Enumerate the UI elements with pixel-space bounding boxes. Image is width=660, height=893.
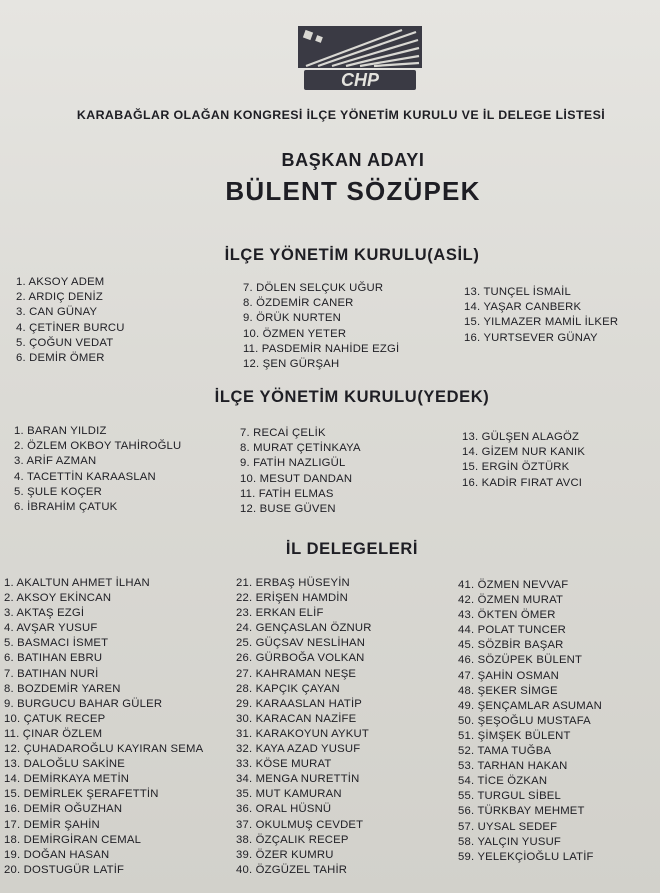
yedek-column-2 [240, 426, 361, 517]
delegate-item: 22. ERİŞEN HAMDİN [236, 592, 349, 605]
delegate-item: 12. ÇUHADAROĞLU KAYIRAN SEMA [4, 743, 204, 756]
delegate-item: 19. DOĞAN HASAN [4, 848, 110, 861]
delegate-item: 45. SÖZBİR BAŞAR [458, 639, 564, 652]
delegate-item: 29. KARAASLAN HATİP [236, 697, 363, 710]
delegate-item: 9. BURGUCU BAHAR GÜLER [4, 697, 163, 710]
delegate-item: 37. OKULMUŞ CEVDET [236, 818, 364, 831]
delegates-column-1 [4, 576, 203, 878]
asil-member: 15. YILMAZER MAMİL İLKER [464, 316, 619, 329]
delegate-item: 58. YALÇIN YUSUF [458, 835, 562, 848]
delegate-item: 13. DALOĞLU SAKİNE [4, 758, 126, 771]
asil-member: 7. DÖLEN SELÇUK UĞUR [243, 282, 384, 294]
delegate-item: 43. ÖKTEN ÖMER [458, 609, 556, 622]
asil-member: 12. ŞEN GÜRŞAH [243, 357, 340, 370]
asil-member: 11. PASDEMİR NAHİDE EZGİ [243, 342, 400, 355]
yedek-member: 7. RECAİ ÇELİK [240, 427, 326, 439]
delegate-item: 28. KAPÇIK ÇAYAN [236, 682, 340, 695]
delegate-item: 51. ŞİMŞEK BÜLENT [458, 729, 571, 742]
delegate-item: 44. POLAT TUNCER [458, 624, 567, 637]
delegate-item: 50. ŞEŞOĞLU MUSTAFA [458, 714, 591, 727]
delegate-item: 18. DEMİRGİRAN CEMAL [4, 833, 142, 846]
asil-member: 10. ÖZMEN YETER [243, 327, 347, 340]
delegate-item: 57. UYSAL SEDEF [458, 820, 558, 833]
delegate-item: 31. KARAKOYUN AYKUT [236, 727, 369, 740]
delegate-item: 26. GÜRBOĞA VOLKAN [236, 652, 365, 665]
asil-member: 8. ÖZDEMİR CANER [243, 297, 354, 310]
asil-member: 3. CAN GÜNAY [16, 306, 98, 319]
delegate-item: 20. DOSTUGÜR LATİF [4, 863, 125, 876]
delegate-item: 16. DEMİR OĞUZHAN [4, 803, 123, 816]
delegate-item: 17. DEMİR ŞAHİN [4, 818, 100, 831]
delegates-column-3 [458, 578, 602, 865]
yedek-member: 3. ARİF AZMAN [14, 455, 97, 468]
delegate-item: 7. BATIHAN NURİ [4, 667, 99, 680]
document-title: KARABAĞLAR OLAĞAN KONGRESİ İLÇE YÖNETİM KURULU VE İL DELEGE LİSTESİ [76, 108, 606, 122]
yedek-member: 5. ŞULE KOÇER [14, 485, 102, 498]
delegate-item: 23. ERKAN ELİF [236, 607, 324, 620]
asil-member: 5. ÇOĞUN VEDAT [16, 336, 114, 349]
candidate-label: BAŞKAN ADAYI [281, 150, 425, 170]
delegate-item: 24. GENÇASLAN ÖZNUR [236, 622, 372, 635]
delegate-item: 21. ERBAŞ HÜSEYİN [236, 577, 350, 589]
delegate-item: 30. KARACAN NAZİFE [236, 712, 357, 725]
delegate-item: 56. TÜRKBAY MEHMET [458, 805, 585, 818]
delegate-item: 38. ÖZÇALIK RECEP [236, 833, 349, 846]
delegate-item: 10. ÇATUK RECEP [4, 712, 106, 725]
delegate-item: 5. BASMACI İSMET [4, 637, 109, 650]
delegate-item: 53. TARHAN HAKAN [458, 760, 568, 773]
chp-logo [298, 26, 422, 92]
chp-logo-graphic [298, 26, 422, 92]
yedek-member: 15. ERGİN ÖZTÜRK [462, 461, 570, 474]
delegate-item: 41. ÖZMEN NEVVAF [458, 579, 569, 591]
asil-member: 2. ARDIÇ DENİZ [16, 291, 103, 304]
yedek-member: 12. BUSE GÜVEN [240, 502, 336, 515]
delegate-item: 3. AKTAŞ EZGİ [4, 607, 85, 620]
delegate-item: 6. BATIHAN EBRU [4, 652, 103, 665]
yedek-member: 6. İBRAHİM ÇATUK [14, 500, 118, 513]
delegate-item: 33. KÖSE MURAT [236, 758, 332, 771]
section-title-delegates: İL DELEGELERİ [285, 540, 419, 558]
delegate-item: 27. KAHRAMAN NEŞE [236, 667, 357, 680]
delegate-item: 54. TİCE ÖZKAN [458, 775, 548, 788]
delegate-item: 55. TURGUL SİBEL [458, 790, 562, 803]
delegate-item: 35. MUT KAMURAN [236, 788, 342, 801]
delegate-item: 40. ÖZGÜZEL TAHİR [236, 863, 348, 876]
yedek-column-1 [14, 424, 181, 515]
asil-member: 9. ÖRÜK NURTEN [243, 312, 342, 325]
yedek-member: 8. MURAT ÇETİNKAYA [240, 442, 361, 455]
delegate-item: 1. AKALTUN AHMET İLHAN [4, 577, 150, 589]
delegate-item: 48. ŞEKER SİMGE [458, 684, 558, 697]
asil-member: 16. YURTSEVER GÜNAY [464, 331, 598, 344]
asil-column-3 [464, 285, 618, 346]
asil-member: 4. ÇETİNER BURCU [16, 321, 125, 334]
delegate-item: 11. ÇINAR ÖZLEM [4, 727, 103, 740]
delegate-item: 4. AVŞAR YUSUF [4, 622, 98, 635]
chp-logo-text: CHP [340, 70, 380, 90]
yedek-member: 16. KADİR FIRAT AVCI [462, 476, 583, 489]
delegate-item: 36. ORAL HÜSNÜ [236, 803, 332, 816]
delegate-item: 42. ÖZMEN MURAT [458, 594, 564, 607]
asil-column-2 [243, 281, 399, 372]
delegate-item: 49. ŞENÇAMLAR ASUMAN [458, 699, 602, 712]
delegate-item: 2. AKSOY EKİNCAN [4, 592, 112, 605]
delegate-item: 59. YELEKÇİOĞLU LATİF [458, 850, 594, 863]
yedek-member: 11. FATİH ELMAS [240, 487, 334, 500]
candidate-name: BÜLENT SÖZÜPEK [225, 176, 481, 206]
delegate-item: 32. KAYA AZAD YUSUF [236, 743, 361, 756]
asil-member: 6. DEMİR ÖMER [16, 351, 105, 364]
delegate-item: 34. MENGA NURETTİN [236, 773, 360, 786]
section-title-asil: İLÇE YÖNETİM KURULU(ASİL) [224, 246, 480, 264]
asil-member: 1. AKSOY ADEM [16, 276, 105, 288]
yedek-member: 2. ÖZLEM OKBOY TAHİROĞLU [14, 440, 182, 453]
yedek-member: 9. FATİH NAZLIGÜL [240, 457, 346, 470]
delegate-item: 46. SÖZÜPEK BÜLENT [458, 654, 583, 667]
yedek-column-3 [462, 430, 585, 491]
delegate-item: 15. DEMİRLEK ŞERAFETTİN [4, 788, 159, 801]
delegate-item: 47. ŞAHİN OSMAN [458, 669, 559, 682]
delegate-item: 52. TAMA TUĞBA [458, 745, 552, 758]
delegate-item: 39. ÖZER KUMRU [236, 848, 334, 861]
section-title-yedek: İLÇE YÖNETİM KURULU(YEDEK) [214, 388, 490, 406]
delegate-item: 25. GÜÇSAV NESLİHAN [236, 637, 366, 650]
asil-member: 14. YAŞAR CANBERK [464, 301, 582, 314]
yedek-member: 1. BARAN YILDIZ [14, 425, 107, 437]
asil-column-1 [16, 275, 125, 366]
asil-member: 13. TUNÇEL İSMAİL [464, 286, 571, 298]
yedek-member: 4. TACETTİN KARAASLAN [14, 470, 156, 483]
delegate-item: 14. DEMİRKAYA METİN [4, 773, 130, 786]
delegates-column-2 [236, 576, 372, 878]
yedek-member: 13. GÜLŞEN ALAGÖZ [462, 431, 580, 443]
delegate-item: 8. BOZDEMİR YAREN [4, 682, 121, 695]
yedek-member: 10. MESUT DANDAN [240, 472, 353, 485]
yedek-member: 14. GİZEM NUR KANIK [462, 446, 586, 459]
